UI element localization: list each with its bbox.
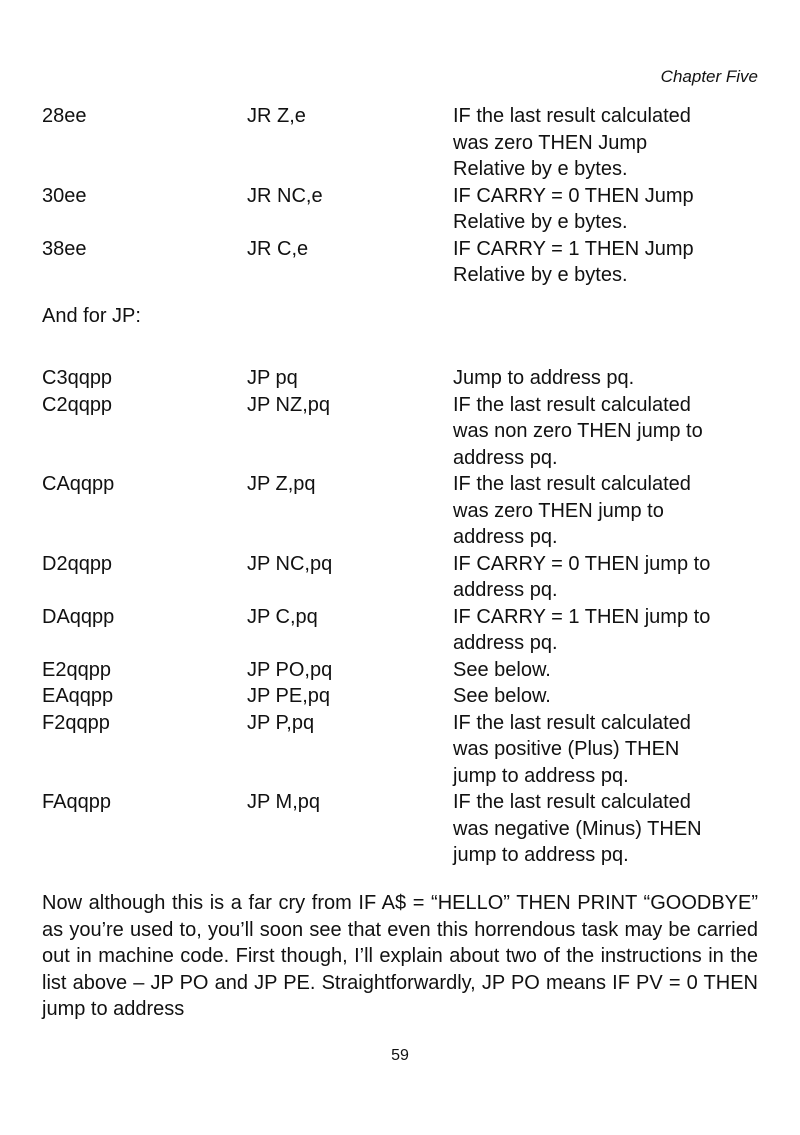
description-line: IF the last result calculated (453, 473, 691, 495)
mnemonic: JP PE,pq (247, 685, 331, 707)
description-line: address pq. (453, 526, 558, 548)
instruction-row (42, 392, 758, 472)
opcode: DAqqpp (42, 605, 115, 628)
jp-instruction-table (42, 365, 758, 869)
description (453, 392, 758, 472)
instruction-row (42, 683, 758, 710)
opcode: D2qqpp (42, 552, 113, 575)
mnemonic: JP NZ,pq (247, 393, 330, 416)
chapter-header: Chapter Five (660, 67, 758, 86)
description-line: See below. (453, 658, 551, 681)
description-line: IF the last result calculated (453, 711, 691, 734)
opcode: FAqqpp (42, 791, 111, 813)
instruction-row (42, 604, 758, 657)
description (453, 183, 758, 236)
mnemonic: JP pq (247, 367, 298, 389)
instruction-row (42, 710, 758, 790)
description-line: IF CARRY = 0 THEN Jump (453, 184, 694, 207)
description-line: IF the last result calculated (453, 393, 691, 416)
description-line: jump to address pq. (453, 764, 629, 787)
opcode: C2qqpp (42, 393, 113, 416)
description-line: was zero THEN Jump (453, 131, 648, 154)
mnemonic: JR Z,e (247, 105, 306, 127)
description-line: was positive (Plus) THEN (453, 738, 680, 760)
description (453, 683, 758, 710)
description-line: Jump to address pq. (453, 367, 635, 389)
description-line: address pq. (453, 579, 558, 601)
description-line: Relative by e bytes. (453, 264, 628, 286)
opcode: 28ee (42, 105, 87, 127)
description (453, 103, 758, 183)
description-line: was negative (Minus) THEN (453, 817, 702, 840)
description (453, 551, 758, 604)
body-paragraph: Now although this is a far cry from IF A$ = “HELLO” THEN PRINT “GOODBYE” as you’re used to, you’ll soon see that even this horrendous task may be carried out in machine code. First though, I’ll explain about two of the instructions in the list above – JP PO and JP PE. Straightforwardly, JP PO means IF PV = 0 THEN jump to address (42, 892, 758, 1020)
description (453, 710, 758, 790)
opcode: E2qqpp (42, 658, 111, 681)
instruction-row (42, 551, 758, 604)
instruction-row (42, 789, 758, 869)
mnemonic: JP PO,pq (247, 658, 333, 681)
description-line: IF CARRY = 0 THEN jump to (453, 552, 711, 575)
description-line: was zero THEN jump to (453, 499, 664, 522)
description (453, 471, 758, 551)
instruction-row (42, 471, 758, 551)
description-line: address pq. (453, 446, 558, 469)
description-line: IF CARRY = 1 THEN jump to (453, 605, 711, 628)
description (453, 236, 758, 289)
mnemonic: JP M,pq (247, 791, 320, 813)
mnemonic: JP P,pq (247, 711, 315, 734)
opcode: EAqqpp (42, 685, 114, 707)
description (453, 789, 758, 869)
description-line: was non zero THEN jump to (453, 420, 703, 442)
description-line: IF CARRY = 1 THEN Jump (453, 237, 694, 260)
instruction-row (42, 365, 758, 392)
description (453, 365, 758, 392)
opcode: 30ee (42, 184, 87, 207)
description-line: address pq. (453, 632, 558, 654)
description-line: Relative by e bytes. (453, 158, 628, 180)
description-line: jump to address pq. (453, 844, 629, 866)
opcode: CAqqpp (42, 473, 115, 495)
mnemonic: JP NC,pq (247, 552, 333, 575)
description-line: See below. (453, 685, 551, 707)
mnemonic: JR NC,e (247, 184, 323, 207)
mnemonic: JR C,e (247, 237, 309, 260)
description-line: IF the last result calculated (453, 791, 691, 813)
description (453, 604, 758, 657)
instruction-row (42, 103, 758, 183)
description-line: Relative by e bytes. (453, 211, 628, 233)
opcode: 38ee (42, 237, 87, 260)
mnemonic: JP C,pq (247, 605, 318, 628)
jr-instruction-table (42, 103, 758, 289)
instruction-row (42, 183, 758, 236)
instruction-row (42, 236, 758, 289)
description-line: IF the last result calculated (453, 105, 691, 127)
intro-text: And for JP: (42, 305, 141, 327)
mnemonic: JP Z,pq (247, 473, 316, 495)
opcode: C3qqpp (42, 367, 113, 389)
page-number: 59 (391, 1047, 409, 1064)
description (453, 657, 758, 684)
instruction-row (42, 657, 758, 684)
opcode: F2qqpp (42, 711, 110, 734)
